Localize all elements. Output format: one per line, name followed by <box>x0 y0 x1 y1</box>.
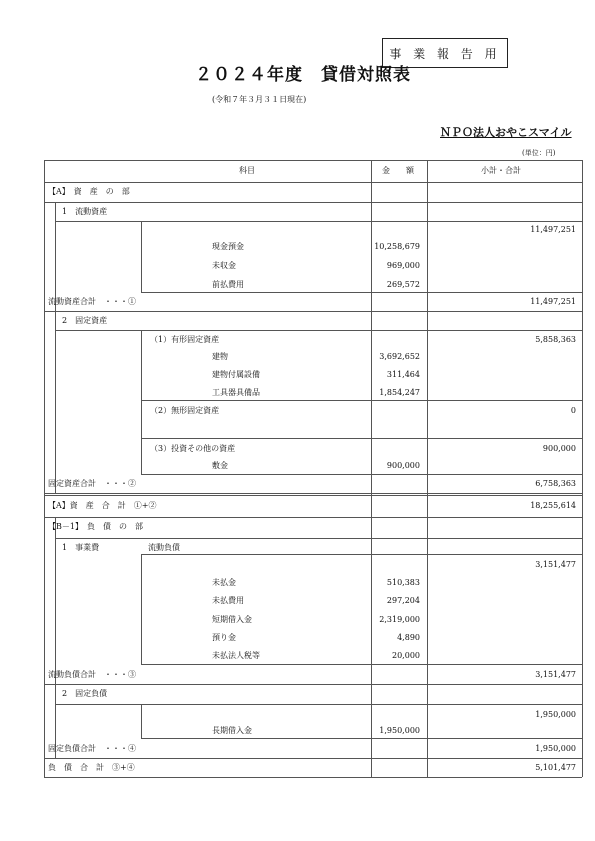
fixed-assets-label: 2 固定資産 <box>62 316 108 325</box>
page-title: ２０２４年度 貸借対照表 <box>195 65 411 85</box>
item-name: 預り金 <box>212 633 236 642</box>
current-assets-sum-label: 流動資産合計 ・・・① <box>48 297 136 306</box>
item-amount: 269,572 <box>386 280 420 289</box>
header-amount: 金 額 <box>382 166 414 175</box>
item-name: 未払法人税等 <box>212 651 260 660</box>
item-amount: 20,000 <box>392 651 420 660</box>
liabilities-section-title: 【B－1】 負 債 の 部 <box>48 522 143 531</box>
fixed-assets-sum-value: 6,758,363 <box>535 479 576 488</box>
fixed-liabilities-sum-label: 固定負債合計 ・・・④ <box>48 744 136 753</box>
item-name: 未払費用 <box>212 596 244 605</box>
current-assets-label: 1 流動資産 <box>62 207 108 216</box>
report-stamp: 事 業 報 告 用 <box>382 38 508 68</box>
item-name: 長期借入金 <box>212 726 252 735</box>
item-name: 現金預金 <box>212 242 244 251</box>
item-amount: 10,258,679 <box>374 242 420 251</box>
current-liabilities-subtotal: 3,151,477 <box>535 560 576 569</box>
total-liabilities-value: 5,101,477 <box>535 763 576 772</box>
item-name: 工具器具備品 <box>212 388 260 397</box>
item-amount: 900,000 <box>386 461 420 470</box>
unit-label: (単位：円) <box>522 149 556 157</box>
item-name: 建物付属設備 <box>212 370 260 379</box>
fixed-liabilities-subtotal: 1,950,000 <box>535 710 576 719</box>
current-liabilities-label: 流動負債 <box>148 543 180 552</box>
item-amount: 2,319,000 <box>379 615 420 624</box>
item-amount: 1,950,000 <box>379 726 420 735</box>
fixed-assets-sum-label: 固定資産合計 ・・・② <box>48 479 136 488</box>
item-amount: 4,890 <box>397 633 420 642</box>
item-name: 未払金 <box>212 578 236 587</box>
investment-assets-total: 900,000 <box>542 444 576 453</box>
header-total: 小計・合計 <box>481 166 521 175</box>
business-expense-label: 1 事業費 <box>62 543 100 552</box>
item-amount: 510,383 <box>386 578 420 587</box>
item-name: 短期借入金 <box>212 615 252 624</box>
item-name: 建物 <box>212 352 228 361</box>
total-liabilities-label: 負 債 合 計 ③+④ <box>48 763 135 772</box>
item-amount: 1,854,247 <box>379 388 420 397</box>
tangible-assets-total: 5,858,363 <box>535 335 576 344</box>
item-amount: 3,692,652 <box>379 352 420 361</box>
header-subject: 科目 <box>239 166 255 175</box>
total-assets-value: 18,255,614 <box>530 501 576 510</box>
item-name: 敷金 <box>212 461 228 470</box>
current-liabilities-sum-value: 3,151,477 <box>535 670 576 679</box>
fixed-liabilities-label: 2 固定負債 <box>62 689 108 698</box>
investment-assets-label: （3）投資その他の資産 <box>150 444 236 453</box>
item-amount: 311,464 <box>386 370 420 379</box>
current-assets-sum-value: 11,497,251 <box>530 297 576 306</box>
intangible-assets-label: （2）無形固定資産 <box>150 406 220 415</box>
balance-sheet-table <box>44 160 582 777</box>
item-amount: 297,204 <box>386 596 420 605</box>
current-assets-subtotal: 11,497,251 <box>530 225 576 234</box>
intangible-assets-total: 0 <box>570 406 576 415</box>
item-amount: 969,000 <box>386 261 420 270</box>
item-name: 未収金 <box>212 261 236 270</box>
fixed-liabilities-sum-value: 1,950,000 <box>535 744 576 753</box>
item-name: 前払費用 <box>212 280 244 289</box>
current-liabilities-sum-label: 流動負債合計 ・・・③ <box>48 670 136 679</box>
assets-section-title: 【A】 資 産 の 部 <box>48 187 130 196</box>
as-of-date: (令和７年３月３１日現在) <box>212 95 307 104</box>
tangible-assets-label: （1）有形固定資産 <box>150 335 220 344</box>
total-assets-label: 【A】資 産 合 計 ①+② <box>48 501 157 510</box>
organization-name: ＮＰＯ法人おやこスマイル <box>440 126 572 139</box>
